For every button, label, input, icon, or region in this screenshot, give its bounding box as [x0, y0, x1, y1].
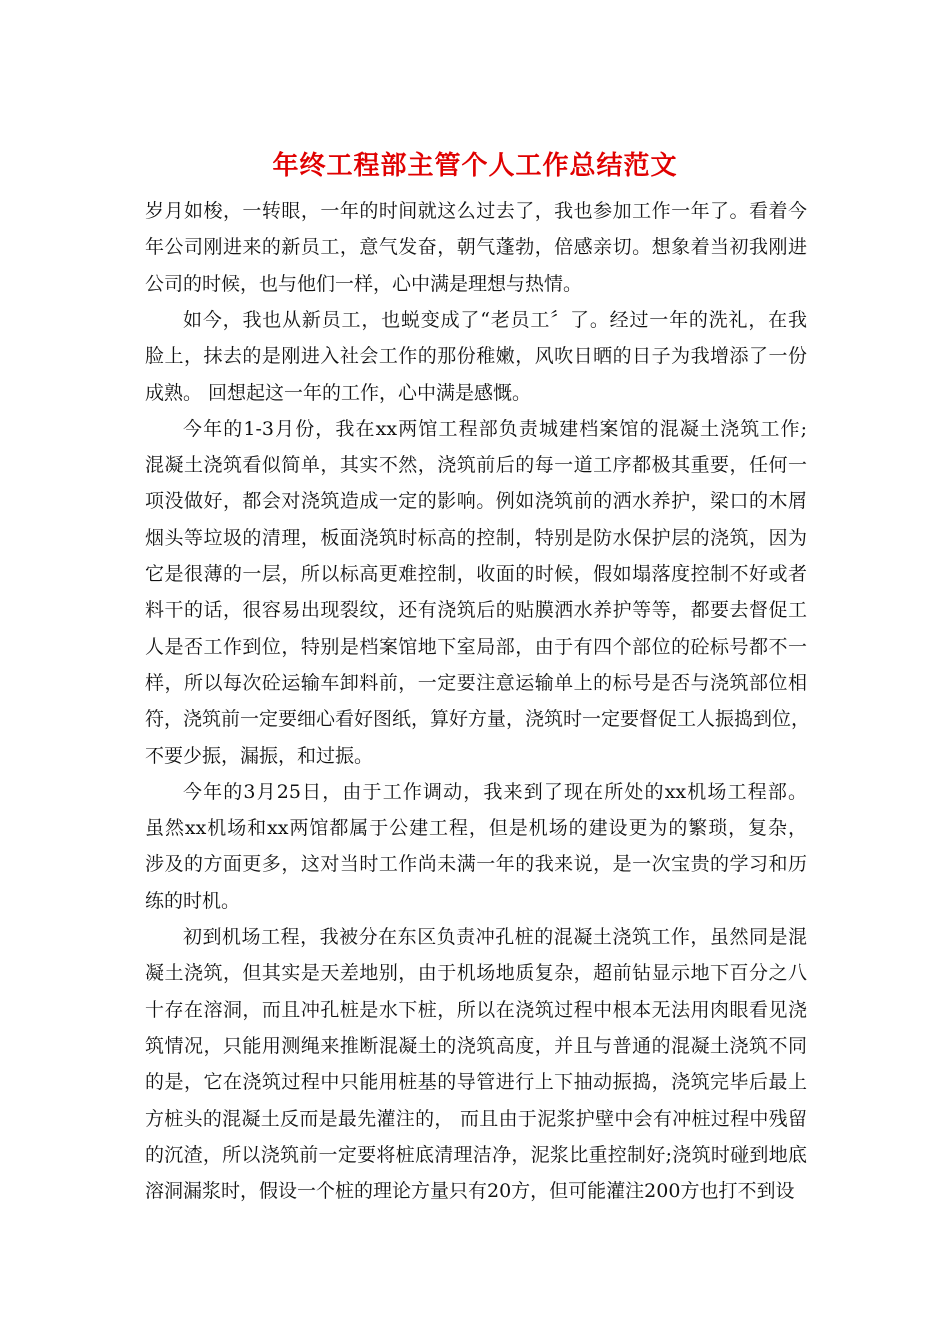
paragraph-line: 成熟。 回想起这一年的工作，心中满是感慨。 — [145, 381, 532, 404]
paragraph-line: 烟头等垃圾的清理，板面浇筑时标高的控制，特别是防水保护层的浇筑，因为 — [145, 526, 807, 549]
paragraph-line: 岁月如梭，一转眼，一年的时间就这么过去了，我也参加工作一年了。看着今 — [145, 200, 807, 222]
paragraph-line: 初到机场工程，我被分在东区负责冲孔桩的混凝土浇筑工作，虽然同是混 — [183, 926, 807, 948]
paragraph-line: 人是否工作到位，特别是档案馆地下室局部，由于有四个部位的砼标号都不一 — [145, 635, 807, 658]
paragraph-line: 不要少振，漏振，和过振。 — [145, 744, 374, 767]
paragraph-line: 练的时机。 — [145, 889, 241, 912]
paragraph-line: 料干的话，很容易出现裂纹，还有浇筑后的贴膜洒水养护等等，都要去督促工 — [145, 599, 807, 622]
paragraph-line: 凝土浇筑，但其实是天差地别，由于机场地质复杂，超前钻显示地下百分之八 — [145, 962, 807, 985]
paragraph-line: 筑情况，只能用测绳来推断混凝土的浇筑高度，并且与普通的混凝土浇筑不同 — [145, 1034, 807, 1057]
paragraph-line: 今年的1-3月份，我在xx两馆工程部负责城建档案馆的混凝土浇筑工作; — [183, 417, 807, 440]
paragraph-line: 溶洞漏浆时，假设一个桩的理论方量只有20方，但可能灌注200方也打不到设 — [145, 1180, 795, 1203]
paragraph-line: 如今，我也从新员工，也蜕变成了“老员工〞了。经过一年的洗礼，在我 — [183, 308, 807, 331]
paragraph-line: 年公司刚进来的新员工，意气发奋，朝气蓬勃，倍感亲切。想象着当初我刚进 — [145, 236, 807, 259]
paragraph-line: 的是，它在浇筑过程中只能用桩基的导管进行上下抽动振捣，浇筑完毕后最上 — [145, 1071, 807, 1094]
paragraph-line: 混凝土浇筑看似简单，其实不然，浇筑前后的每一道工序都极其重要，任何一 — [145, 454, 807, 477]
paragraph-line: 涉及的方面更多，这对当时工作尚未满一年的我来说，是一次宝贵的学习和历 — [145, 853, 807, 876]
paragraph-line: 虽然xx机场和xx两馆都属于公建工程，但是机场的建设更为的繁琐，复杂， — [145, 817, 807, 840]
paragraph-line: 公司的时候，也与他们一样，心中满是理想与热情。 — [145, 272, 583, 295]
paragraph-line: 样，所以每次砼运输车卸料前，一定要注意运输单上的标号是否与浇筑部位相 — [145, 671, 807, 694]
paragraph-line: 今年的3月25日，由于工作调动，我来到了现在所处的xx机场工程部。 — [183, 780, 807, 803]
paragraph-line: 十存在溶洞，而且冲孔桩是水下桩，所以在浇筑过程中根本无法用肉眼看见浇 — [145, 998, 807, 1021]
document-title: 年终工程部主管个人工作总结范文 — [272, 151, 678, 181]
paragraph-line: 符，浇筑前一定要细心看好图纸，算好方量，浇筑时一定要督促工人振捣到位， — [145, 708, 811, 731]
paragraph-line: 项没做好，都会对浇筑造成一定的影响。例如浇筑前的洒水养护，梁口的木屑 — [145, 490, 807, 513]
paragraph-line: 它是很薄的一层，所以标高更难控制，收面的时候，假如塌落度控制不好或者 — [145, 563, 807, 585]
paragraph-line: 方桩头的混凝土反而是最先灌注的， 而且由于泥浆护壁中会有冲桩过程中残留 — [145, 1107, 807, 1130]
paragraph-line: 脸上，抹去的是刚进入社会工作的那份稚嫩，风吹日晒的日子为我增添了一份 — [145, 345, 807, 368]
paragraph-line: 的沉渣，所以浇筑前一定要将桩底清理洁净，泥浆比重控制好;浇筑时碰到地底 — [145, 1143, 807, 1166]
